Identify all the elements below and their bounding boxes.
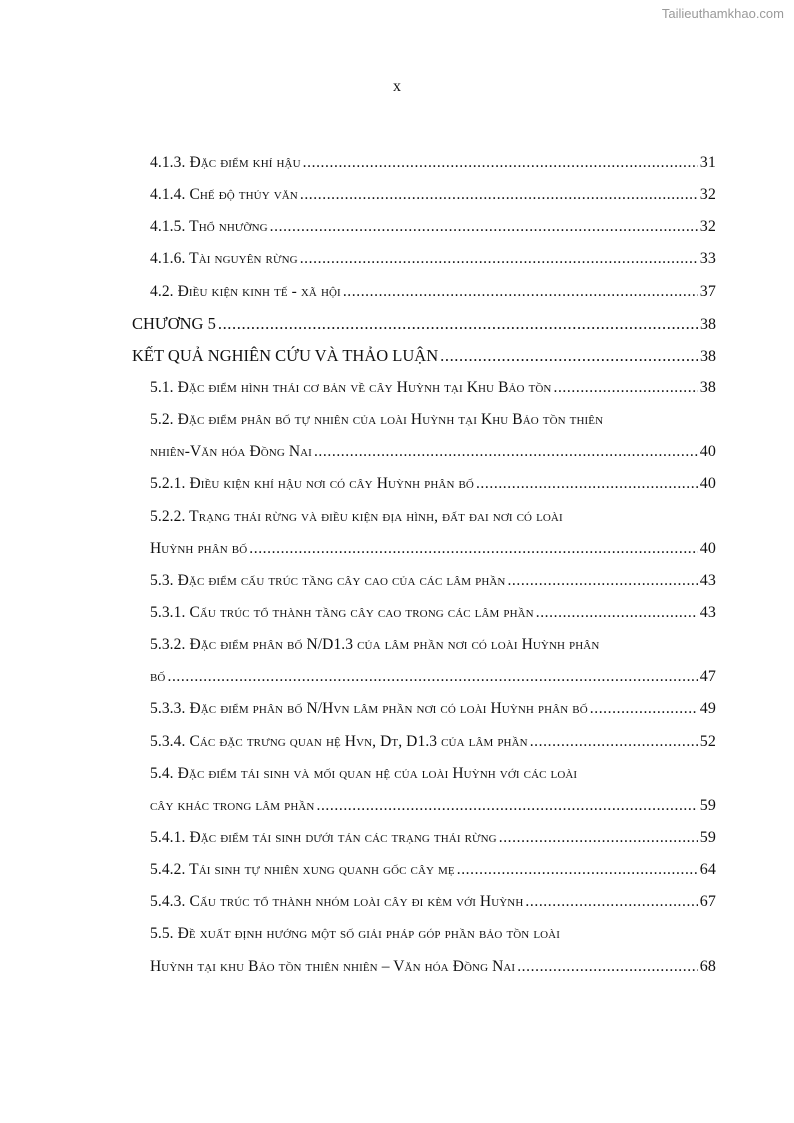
toc-entry-page: 67 bbox=[699, 893, 716, 911]
toc-dot-leader bbox=[218, 308, 698, 340]
toc-entry-title: 5.3.4. Các đặc trưng quan hệ Hvn, Dt, D1.3 của lâm phần bbox=[150, 732, 528, 750]
toc-dot-leader bbox=[499, 822, 698, 854]
toc-entry-title: CHƯƠNG 5 bbox=[132, 313, 216, 333]
toc-dot-leader bbox=[553, 372, 697, 404]
toc-entry[interactable] bbox=[132, 790, 716, 822]
toc-entry[interactable] bbox=[132, 822, 716, 854]
toc-entry[interactable] bbox=[132, 501, 716, 533]
toc-entry[interactable] bbox=[132, 629, 716, 661]
toc-entry[interactable] bbox=[132, 854, 716, 886]
toc-entry-page: 40 bbox=[699, 443, 716, 461]
toc-entry[interactable] bbox=[132, 597, 716, 629]
toc-entry[interactable] bbox=[132, 243, 716, 275]
toc-entry-page: 38 bbox=[700, 315, 716, 333]
toc-entry-page: 40 bbox=[699, 539, 716, 557]
toc-entry[interactable] bbox=[132, 404, 716, 436]
toc-dot-leader bbox=[536, 597, 698, 629]
toc-entry-page: 33 bbox=[699, 250, 716, 268]
toc-dot-leader bbox=[167, 661, 697, 693]
toc-entry[interactable] bbox=[132, 179, 716, 211]
toc-entry[interactable] bbox=[132, 693, 716, 725]
toc-entry[interactable] bbox=[132, 886, 716, 918]
toc-entry-title: 4.1.4. Chế độ thủy văn bbox=[150, 186, 298, 204]
toc-entry-page: 37 bbox=[699, 282, 716, 300]
toc-dot-leader bbox=[316, 790, 697, 822]
toc-entry-title: 4.1.6. Tài nguyên rừng bbox=[150, 250, 298, 268]
toc-entry-page: 59 bbox=[699, 796, 716, 814]
toc-entry-page: 43 bbox=[699, 571, 716, 589]
toc-dot-leader bbox=[457, 854, 698, 886]
watermark: Tailieuthamkhao.com bbox=[661, 6, 784, 21]
table-of-contents bbox=[132, 147, 716, 983]
toc-entry-title: 5.3.2. Đặc điểm phân bố N/D1.3 của lâm phần nơi có loài Huỳnh phân bbox=[150, 636, 600, 654]
toc-entry[interactable] bbox=[132, 758, 716, 790]
toc-dot-leader bbox=[343, 276, 698, 308]
toc-entry-page: 31 bbox=[699, 154, 716, 171]
toc-entry-page: 59 bbox=[699, 828, 716, 846]
toc-entry[interactable] bbox=[132, 372, 716, 404]
toc-dot-leader bbox=[476, 468, 698, 500]
toc-entry-page: 49 bbox=[699, 700, 716, 718]
toc-entry[interactable] bbox=[132, 918, 716, 950]
toc-entry-title: 5.3.3. Đặc điểm phân bố N/Hvn lâm phần nơi có loài Huỳnh phân bố bbox=[150, 700, 588, 718]
toc-entry-title: bố bbox=[150, 668, 166, 686]
toc-dot-leader bbox=[270, 211, 698, 243]
toc-entry-page: 52 bbox=[699, 732, 716, 750]
toc-entry-page: 32 bbox=[699, 218, 716, 236]
toc-entry-page: 47 bbox=[699, 668, 716, 686]
toc-entry-page: 40 bbox=[699, 475, 716, 493]
toc-entry-title: 5.4.2. Tái sinh tự nhiên xung quanh gốc cây mẹ bbox=[150, 861, 455, 879]
toc-entry[interactable] bbox=[132, 468, 716, 500]
toc-entry-title: KẾT QUẢ NGHIÊN CỨU VÀ THẢO LUẬN bbox=[132, 345, 439, 365]
toc-entry-title: 5.2.2. Trạng thái rừng và điều kiện địa hình, đất đai nơi có loài bbox=[150, 507, 563, 525]
toc-entry[interactable] bbox=[132, 565, 716, 597]
page-number: x bbox=[393, 78, 401, 95]
toc-entry[interactable] bbox=[132, 533, 716, 565]
toc-dot-leader bbox=[300, 179, 698, 211]
toc-entry[interactable] bbox=[132, 951, 716, 983]
toc-dot-leader bbox=[530, 726, 698, 758]
toc-dot-leader bbox=[300, 243, 698, 275]
toc-entry-title: 5.4. Đặc điểm tái sinh và mối quan hệ của loài Huỳnh với các loài bbox=[150, 764, 578, 782]
toc-dot-leader bbox=[249, 533, 698, 565]
toc-dot-leader bbox=[303, 147, 698, 179]
toc-dot-leader bbox=[507, 565, 697, 597]
toc-entry-title: 5.3.1. Cấu trúc tổ thành tầng cây cao trong các lâm phần bbox=[150, 603, 534, 621]
toc-entry-page: 32 bbox=[699, 186, 716, 204]
toc-entry-title: 4.1.5. Thổ nhưỡng bbox=[150, 218, 268, 236]
toc-entry-title: 5.4.3. Cấu trúc tổ thành nhóm loài cây đi kèm với Huỳnh bbox=[150, 893, 524, 911]
toc-entry-title: 5.4.1. Đặc điểm tái sinh dưới tán các trạng thái rừng bbox=[150, 828, 497, 846]
toc-entry-title: nhiên-Văn hóa Đồng Nai bbox=[150, 443, 312, 461]
toc-dot-leader bbox=[314, 436, 698, 468]
toc-entry-page: 43 bbox=[699, 603, 716, 621]
toc-entry[interactable] bbox=[132, 308, 716, 340]
toc-entry[interactable] bbox=[132, 340, 716, 372]
toc-entry-title: 5.2. Đặc điểm phân bố tự nhiên của loài Huỳnh tại Khu Bảo tồn thiên bbox=[150, 411, 604, 429]
toc-entry-title: 4.1.3. Đặc điểm khí hậu bbox=[150, 154, 301, 171]
toc-entry-page: 38 bbox=[700, 347, 716, 365]
toc-entry[interactable] bbox=[132, 147, 716, 179]
toc-entry-page: 68 bbox=[699, 957, 716, 975]
toc-entry[interactable] bbox=[132, 726, 716, 758]
toc-entry[interactable] bbox=[132, 276, 716, 308]
toc-entry-title: Huỳnh phân bố bbox=[150, 539, 248, 557]
toc-entry-title: 5.5. Đề xuất định hướng một số giải pháp góp phần bảo tồn loài bbox=[150, 925, 560, 943]
toc-entry-page: 38 bbox=[699, 378, 716, 396]
toc-entry-title: 4.2. Điều kiện kinh tế - xã hội bbox=[150, 282, 341, 300]
toc-dot-leader bbox=[590, 693, 698, 725]
toc-entry[interactable] bbox=[132, 661, 716, 693]
toc-entry-title: 5.1. Đặc điểm hình thái cơ bản về cây Huỳnh tại Khu Bảo tồn bbox=[150, 378, 552, 396]
toc-entry[interactable] bbox=[132, 211, 716, 243]
toc-entry-title: 5.2.1. Điều kiện khí hậu nơi có cây Huỳnh phân bố bbox=[150, 475, 474, 493]
toc-entry-title: Huỳnh tại khu Bảo tồn thiên nhiên – Văn hóa Đồng Nai bbox=[150, 957, 516, 975]
toc-dot-leader bbox=[440, 340, 698, 372]
toc-dot-leader bbox=[525, 886, 697, 918]
toc-entry-title: cây khác trong lâm phần bbox=[150, 796, 315, 814]
toc-entry[interactable] bbox=[132, 436, 716, 468]
toc-dot-leader bbox=[517, 951, 698, 983]
toc-entry-title: 5.3. Đặc điểm cấu trúc tầng cây cao của các lâm phần bbox=[150, 571, 506, 589]
toc-entry-page: 64 bbox=[699, 861, 716, 879]
